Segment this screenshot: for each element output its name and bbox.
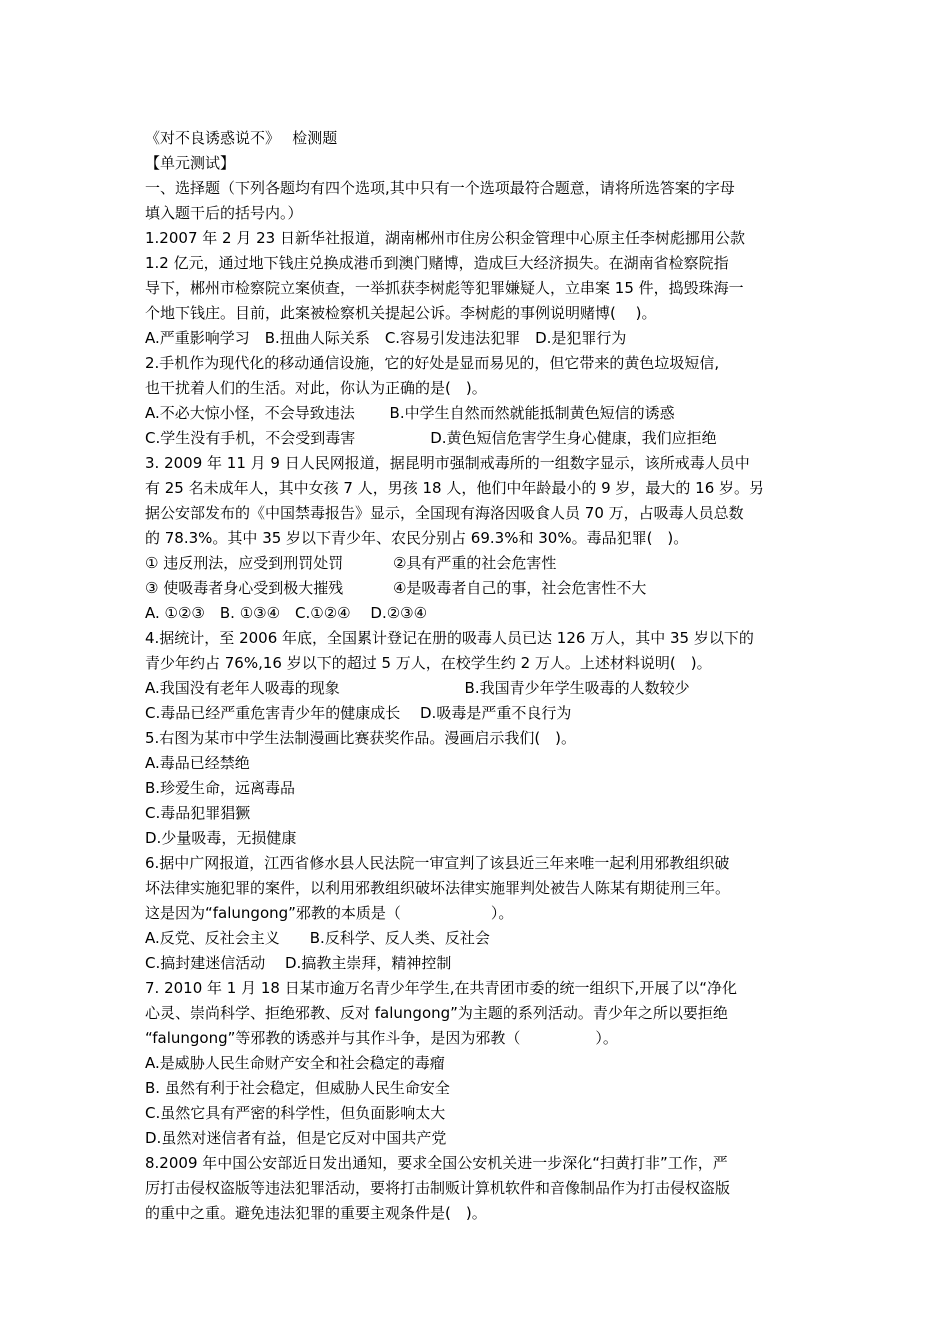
text-line: 据公安部发布的《中国禁毒报告》显示，全国现有海洛因吸食人员 70 万，占吸毒人员总数 xyxy=(145,504,744,522)
text-line: “falungong”等邪教的诱惑并与其作斗争，是因为邪教（ ）。 xyxy=(145,1029,618,1047)
question-8: 8.2009 年中国公安部近日发出通知，要求全国公安机关进一步深化“扫黄打非”工作，严 xyxy=(145,1154,728,1172)
question-2: 2.手机作为现代化的移动通信设施，它的好处是显而易见的，但它带来的黄色垃圾短信, xyxy=(145,354,720,372)
options-line: C.学生没有手机，不会受到毒害 D.黄色短信危害学生身心健康，我们应拒绝 xyxy=(145,429,717,447)
question-4: 4.据统计，至 2006 年底，全国累计登记在册的吸毒人员已达 126 万人，其中 35 岁以下的 xyxy=(145,629,754,647)
text-line: 导下，郴州市检察院立案侦查，一举抓获李树彪等犯罪嫌疑人，立串案 15 件，捣毁珠海一 xyxy=(145,279,744,297)
options-line: A.反党、反社会主义 B.反科学、反人类、反社会 xyxy=(145,929,490,947)
text-line: 这是因为“falungong”邪教的本质是（ ）。 xyxy=(145,904,514,922)
text-line: 的重中之重。避免违法犯罪的重要主观条件是( )。 xyxy=(145,1204,487,1222)
option-a: A.毒品已经禁绝 xyxy=(145,754,250,772)
text-line: 个地下钱庄。目前，此案被检察机关提起公诉。李树彪的事例说明赌博( )。 xyxy=(145,304,657,322)
text-line: 也干扰着人们的生活。对此，你认为正确的是( )。 xyxy=(145,379,487,397)
statements-line: ① 违反刑法，应受到刑罚处罚 ②具有严重的社会危害性 xyxy=(145,554,557,572)
text-line: 一、选择题（下列各题均有四个选项,其中只有一个选项最符合题意，请将所选答案的字母 xyxy=(145,179,735,197)
option-d: D.虽然对迷信者有益，但是它反对中国共产党 xyxy=(145,1129,447,1147)
options-line: A.严重影响学习 B.扭曲人际关系 C.容易引发违法犯罪 D.是犯罪行为 xyxy=(145,329,627,347)
section-heading: 【单元测试】 xyxy=(145,154,236,172)
document-title: 《对不良诱惑说不》 检测题 xyxy=(145,129,338,147)
question-7: 7. 2010 年 1 月 18 日某市逾万名青少年学生,在共青团市委的统一组织下,开展了以“净化 xyxy=(145,979,738,997)
text-line: 坏法律实施犯罪的案件，以利用邪教组织破坏法律实施罪判处被告人陈某有期徒刑三年。 xyxy=(145,879,731,897)
text-line: 的 78.3%。其中 35 岁以下青少年、农民分别占 69.3%和 30%。毒品犯罪( )。 xyxy=(145,529,689,547)
text-line: 有 25 名未成年人，其中女孩 7 人，男孩 18 人，他们中年龄最小的 9 岁，最大的 16 岁。另 xyxy=(145,479,765,497)
statements-line: ③ 使吸毒者身心受到极大摧残 ④是吸毒者自己的事，社会危害性不大 xyxy=(145,579,647,597)
option-a: A.是威胁人民生命财产安全和社会稳定的毒瘤 xyxy=(145,1054,445,1072)
option-d: D.少量吸毒，无损健康 xyxy=(145,829,297,847)
options-line: A.不必大惊小怪，不会导致违法 B.中学生自然而然就能抵制黄色短信的诱惑 xyxy=(145,404,675,422)
options-line: A. ①②③ B. ①③④ C.①②④ D.②③④ xyxy=(145,604,428,622)
option-b: B. 虽然有利于社会稳定，但威胁人民生命安全 xyxy=(145,1079,450,1097)
question-3: 3. 2009 年 11 月 9 日人民网报道，据昆明市强制戒毒所的一组数字显示，该所戒毒人员中 xyxy=(145,454,750,472)
question-6: 6.据中广网报道，江西省修水县人民法院一审宣判了该县近三年来唯一起利用邪教组织破 xyxy=(145,854,730,872)
options-line: C.搞封建迷信活动 D.搞教主崇拜，精神控制 xyxy=(145,954,452,972)
text-line: 填入题干后的括号内。） xyxy=(145,204,303,222)
question-1: 1.2007 年 2 月 23 日新华社报道，湖南郴州市住房公积金管理中心原主任李树彪挪用公款 xyxy=(145,229,745,247)
options-line: C.毒品已经严重危害青少年的健康成长 D.吸毒是严重不良行为 xyxy=(145,704,572,722)
option-c: C.虽然它具有严密的科学性，但负面影响太大 xyxy=(145,1104,446,1122)
text-line: 青少年约占 76%,16 岁以下的超过 5 万人，在校学生约 2 万人。上述材料说明( )。 xyxy=(145,654,712,672)
option-b: B.珍爱生命，远离毒品 xyxy=(145,779,296,797)
options-line: A.我国没有老年人吸毒的现象 B.我国青少年学生吸毒的人数较少 xyxy=(145,679,690,697)
question-5: 5.右图为某市中学生法制漫画比赛获奖作品。漫画启示我们( )。 xyxy=(145,729,577,747)
option-c: C.毒品犯罪猖獗 xyxy=(145,804,251,822)
text-line: 心灵、崇尚科学、拒绝邪教、反对 falungong”为主题的系列活动。青少年之所以要拒绝 xyxy=(145,1004,728,1022)
text-line: 厉打击侵权盗版等违法犯罪活动，要将打击制贩计算机软件和音像制品作为打击侵权盗版 xyxy=(145,1179,731,1197)
text-line: 1.2 亿元，通过地下钱庄兑换成港币到澳门赌博，造成巨大经济损失。在湖南省检察院指 xyxy=(145,254,729,272)
